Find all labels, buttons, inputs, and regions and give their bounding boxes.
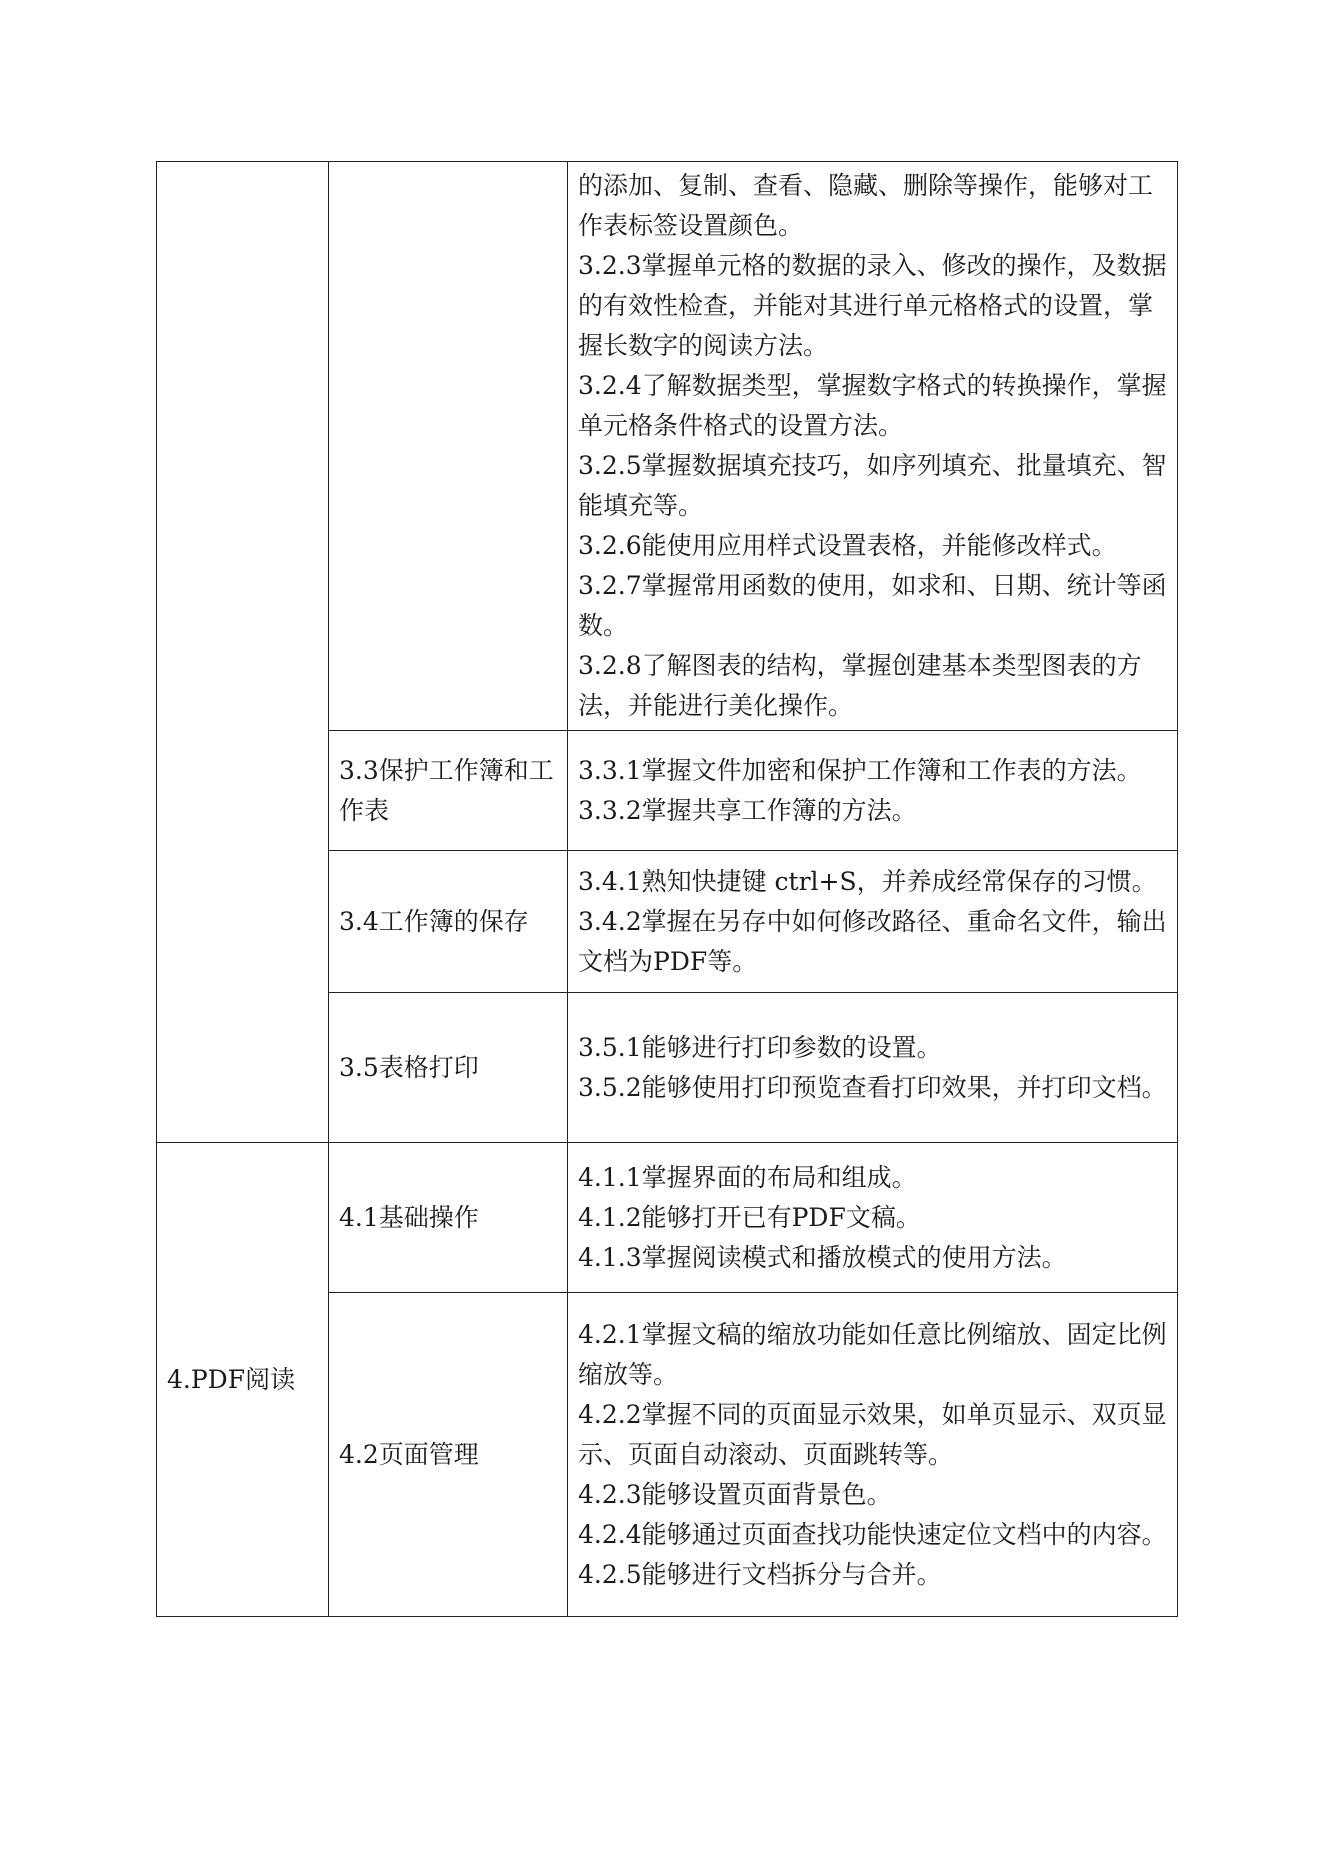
table-row (157, 162, 1178, 731)
detail-line: 4.1.1掌握界面的布局和组成。 (578, 1162, 917, 1192)
module-cell-3 (157, 162, 329, 1143)
detail-line: 3.5.2能够使用打印预览查看打印效果，并打印文档。 (578, 1072, 1167, 1102)
topic-cell-3-2 (329, 162, 568, 731)
detail-line: 3.2.6能使用应用样式设置表格，并能修改样式。 (578, 531, 1117, 560)
detail-line: 4.2.2掌握不同的页面显示效果，如单页显示、双页显示、页面自动滚动、页面跳转等。 (578, 1399, 1167, 1469)
detail-line: 4.2.5能够进行文档拆分与合并。 (578, 1559, 942, 1589)
detail-cell-3-2 (568, 162, 1178, 731)
detail-line: 4.1.3掌握阅读模式和播放模式的使用方法。 (578, 1242, 1067, 1272)
detail-line: 3.3.2掌握共享工作簿的方法。 (578, 795, 917, 825)
detail-line: 3.2.4了解数据类型，掌握数字格式的转换操作，掌握单元格条件格式的设置方法。 (578, 371, 1167, 440)
detail-line: 3.2.5掌握数据填充技巧，如序列填充、批量填充、智能填充等。 (578, 451, 1167, 520)
topic-cell-4-2: 4.2页面管理 (329, 1293, 568, 1617)
topic-cell-3-4: 3.4工作簿的保存 (329, 851, 568, 993)
detail-line: 3.5.1能够进行打印参数的设置。 (578, 1032, 942, 1062)
detail-line: 3.4.1熟知快捷键 ctrl+S，并养成经常保存的习惯。 (578, 866, 1157, 896)
detail-cell-3-5 (568, 993, 1178, 1143)
detail-line: 3.2.8了解图表的结构，掌握创建基本类型图表的方法，并能进行美化操作。 (578, 651, 1142, 720)
detail-line: 3.4.2掌握在另存中如何修改路径、重命名文件，输出文档为PDF等。 (578, 906, 1167, 976)
topic-cell-3-3: 3.3保护工作簿和工作表 (329, 731, 568, 851)
detail-line: 3.3.1掌握文件加密和保护工作簿和工作表的方法。 (578, 755, 1142, 785)
table-row (157, 1143, 1178, 1293)
curriculum-table (156, 161, 1178, 1617)
detail-line: 4.1.2能够打开已有PDF文稿。 (578, 1202, 921, 1232)
topic-cell-4-1: 4.1基础操作 (329, 1143, 568, 1293)
detail-line: 的添加、复制、查看、隐藏、删除等操作，能够对工作表标签设置颜色。 (578, 171, 1154, 240)
detail-line: 4.2.3能够设置页面背景色。 (578, 1479, 892, 1509)
detail-line: 3.2.3掌握单元格的数据的录入、修改的操作，及数据的有效性检查，并能对其进行单元格格式的设置，掌握长数字的阅读方法。 (578, 251, 1167, 360)
detail-cell-3-4 (568, 851, 1178, 993)
detail-line: 3.2.7掌握常用函数的使用，如求和、日期、统计等函数。 (578, 571, 1167, 640)
detail-cell-4-2 (568, 1293, 1178, 1617)
detail-cell-4-1 (568, 1143, 1178, 1293)
topic-cell-3-5: 3.5表格打印 (329, 993, 568, 1143)
detail-line: 4.2.1掌握文稿的缩放功能如任意比例缩放、固定比例缩放等。 (578, 1319, 1167, 1389)
detail-cell-3-3 (568, 731, 1178, 851)
module-cell-4: 4.PDF阅读 (157, 1143, 329, 1617)
detail-line: 4.2.4能够通过页面查找功能快速定位文档中的内容。 (578, 1519, 1167, 1549)
